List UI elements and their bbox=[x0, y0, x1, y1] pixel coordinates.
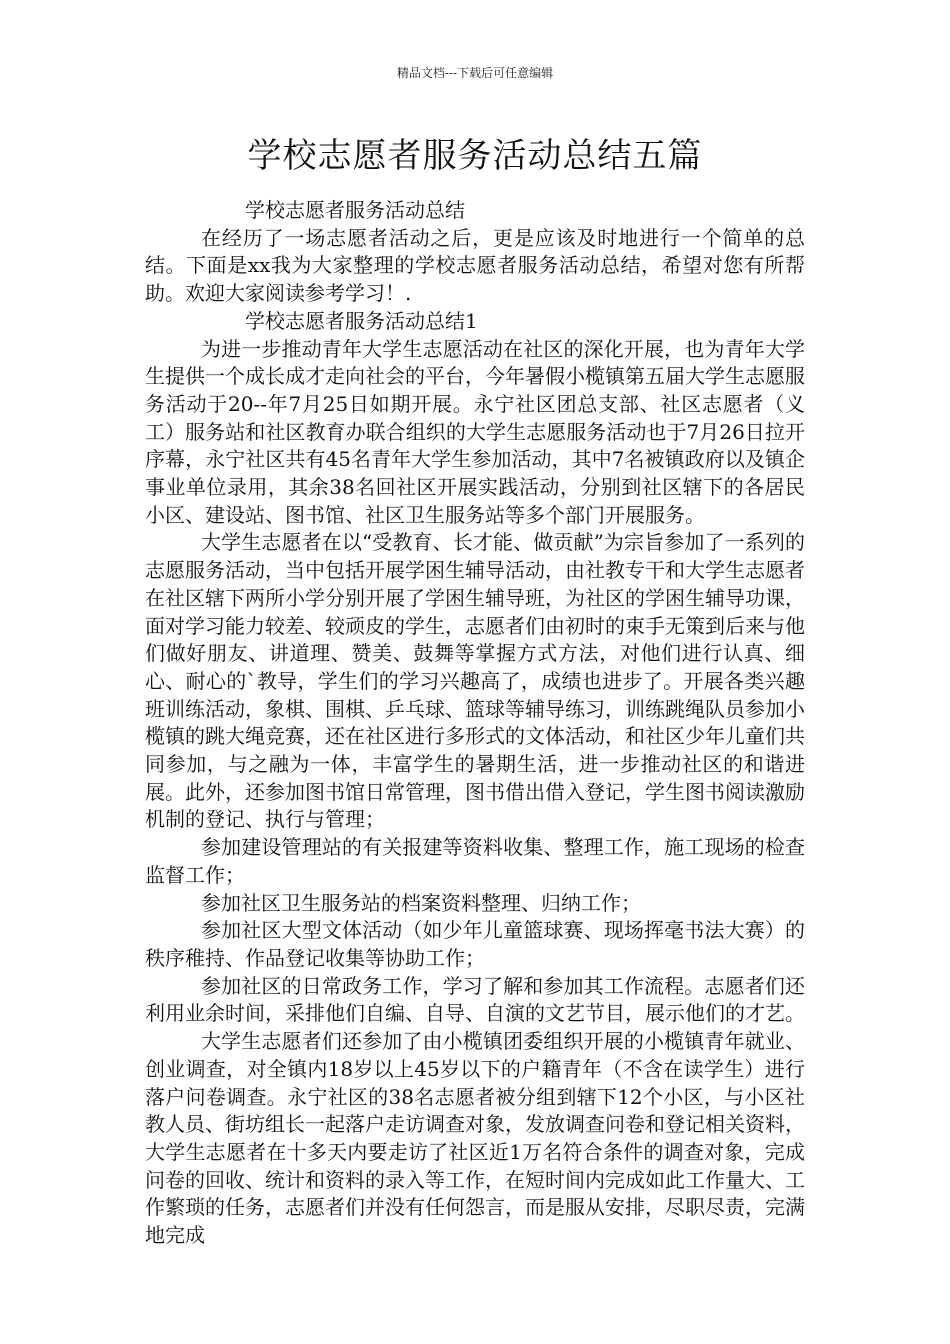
body-paragraph: 参加社区卫生服务站的档案资料整理、归纳工作； bbox=[201, 890, 641, 915]
body-paragraph: 参加建设管理站的有关报建等资料收集、整理工作，施工现场的检查监督工作； bbox=[145, 835, 805, 887]
intro-paragraph: 在经历了一场志愿者活动之后，更是应该及时地进行一个简单的总结。下面是xx我为大家整理的学校志愿者服务活动总结，希望对您有所帮助。欢迎大家阅读参考学习！. bbox=[145, 225, 805, 306]
header-note: 精品文档---下载后可任意编辑 bbox=[396, 66, 554, 80]
body-paragraph: 参加社区大型文体活动（如少年儿童篮球赛、现场挥毫书法大赛）的秩序稚持、作品登记收集等协助工作； bbox=[145, 918, 805, 970]
body-paragraph: 为进一步推动青年大学生志愿活动在社区的深化开展，也为青年大学生提供一个成长成才走向社会的平台，今年暑假小榄镇第五届大学生志愿服务活动于20--年7月25日如期开展。永宁社区团总支部、社区志愿者（义工）服务站和社区教育办联合组织的大学生志愿服务活动也于7月26日拉开序幕，永宁社区共有45名青年大学生参加活动，其中7名被镇政府以及镇企事业单位录用，其余38名回社区开展实践活动，分别到社区辖下的各居民小区、建设站、图书馆、社区卫生服务站等多个部门开展服务。 bbox=[145, 336, 805, 527]
subtitle: 学校志愿者服务活动总结 bbox=[245, 198, 465, 222]
document-title: 学校志愿者服务活动总结五篇 bbox=[247, 136, 703, 176]
body-paragraph: 大学生志愿者在以“受教育、长才能、做贡献”为宗旨参加了一系列的志愿服务活动，当中包括开展学困生辅导活动，由社教专干和大学生志愿者在社区辖下两所小学分别开展了学困生辅导班，为社区的学困生辅导功课，面对学习能力较差、较顽皮的学生，志愿者们由初时的束手无策到后来与他们做好朋友、讲道理、赞美、鼓舞等掌握方式方法，对他们进行认真、细心、耐心的`教导，学生们的学习兴趣高了，成绩也进步了。开展各类兴趣班训练活动，象棋、围棋、乒乓球、篮球等辅导练习，训练跳绳队员参加小榄镇的跳大绳竞赛，还在社区进行多形式的文体活动，和社区少年儿童们共同参加，与之融为一体，丰富学生的暑期生活，进一步推动社区的和谐进展。此外，还参加图书馆日常管理，图书借出借入登记，学生图书阅读激励机制的登记、执行与管理； bbox=[145, 530, 805, 832]
body-paragraph: 大学生志愿者们还参加了由小榄镇团委组织开展的小榄镇青年就业、创业调查，对全镇内18岁以上45岁以下的户籍青年（不含在读学生）进行落户问卷调查。永宁社区的38名志愿者被分组到辖下12个小区，与小区社教人员、街坊组长一起落户走访调查对象，发放调查问卷和登记相关资料，大学生志愿者在十多天内要走访了社区近1万名符合条件的调查对象，完成问卷的回收、统计和资料的录入等工作，在短时间内完成如此工作量大、工作繁琐的任务，志愿者们并没有任何怨言，而是服从安排，尽职尽责，完满地完成 bbox=[145, 1029, 805, 1248]
section-heading: 学校志愿者服务活动总结1 bbox=[245, 308, 478, 333]
document-body bbox=[145, 197, 805, 1250]
body-paragraph: 参加社区的日常政务工作，学习了解和参加其工作流程。志愿者们还利用业余时间，采排他们自编、自导、自演的文艺节目，展示他们的才艺。 bbox=[145, 973, 805, 1026]
